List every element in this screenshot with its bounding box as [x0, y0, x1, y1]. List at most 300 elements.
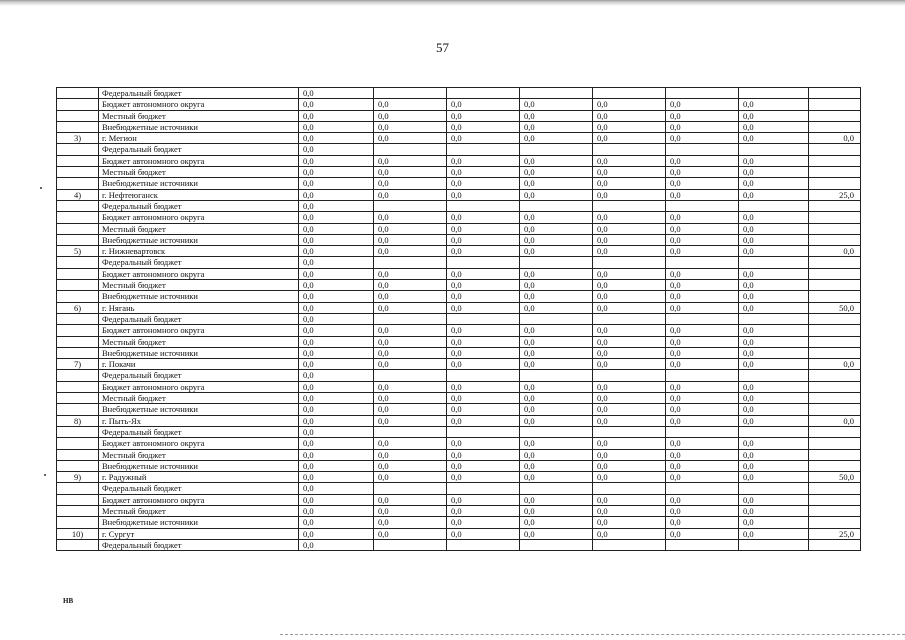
value-cell [809, 212, 861, 223]
value-cell: 0,0 [593, 268, 666, 279]
table-row-municipality [57, 472, 861, 483]
value-cell: 0,0 [520, 494, 593, 505]
table-row-source [57, 483, 861, 494]
value-cell [593, 426, 666, 437]
row-index-cell: 7) [57, 359, 99, 370]
value-cell: 0,0 [666, 460, 739, 471]
value-cell: 0,0 [739, 155, 809, 166]
value-cell: 0,0 [739, 528, 809, 539]
value-cell: 0,0 [520, 280, 593, 291]
row-index-cell [57, 110, 99, 121]
value-cell: 0,0 [447, 381, 520, 392]
value-cell: 0,0 [666, 336, 739, 347]
value-cell: 0,0 [739, 381, 809, 392]
value-cell: 0,0 [374, 472, 447, 483]
value-cell: 0,0 [666, 246, 739, 257]
value-cell: 0,0 [739, 189, 809, 200]
value-cell: 0,0 [374, 505, 447, 516]
row-label-cell: Федеральный бюджет [99, 370, 299, 381]
value-cell: 0,0 [520, 110, 593, 121]
value-cell: 0,0 [666, 517, 739, 528]
table-row-source [57, 336, 861, 347]
value-cell: 0,0 [374, 155, 447, 166]
row-label-cell: Федеральный бюджет [99, 313, 299, 324]
table-row-source [57, 325, 861, 336]
value-cell [809, 110, 861, 121]
table-row-source [57, 178, 861, 189]
row-label-cell: Бюджет автономного округа [99, 268, 299, 279]
value-cell: 0,0 [520, 268, 593, 279]
value-cell [374, 313, 447, 324]
row-label-cell: Местный бюджет [99, 336, 299, 347]
value-cell [809, 381, 861, 392]
row-index-cell [57, 280, 99, 291]
value-cell: 0,0 [520, 325, 593, 336]
value-cell: 0,0 [299, 88, 374, 99]
value-cell: 0,0 [520, 167, 593, 178]
value-cell: 0,0 [593, 505, 666, 516]
value-cell [666, 370, 739, 381]
value-cell: 0,0 [299, 449, 374, 460]
value-cell [447, 144, 520, 155]
table-row-source [57, 155, 861, 166]
row-index-cell: 6) [57, 302, 99, 313]
row-index-cell: 8) [57, 415, 99, 426]
value-cell: 0,0 [374, 438, 447, 449]
value-cell: 0,0 [374, 528, 447, 539]
value-cell [593, 313, 666, 324]
value-cell: 0,0 [520, 404, 593, 415]
row-label-cell: Федеральный бюджет [99, 483, 299, 494]
value-cell: 0,0 [374, 121, 447, 132]
value-cell: 0,0 [299, 313, 374, 324]
row-index-cell [57, 426, 99, 437]
row-label-cell: г. Нефтеюганск [99, 189, 299, 200]
value-cell: 0,0 [374, 133, 447, 144]
value-cell: 0,0 [374, 167, 447, 178]
value-cell: 0,0 [739, 325, 809, 336]
value-cell [809, 121, 861, 132]
table-row-source [57, 494, 861, 505]
row-label-cell: г. Сургут [99, 528, 299, 539]
value-cell: 0,0 [299, 155, 374, 166]
value-cell: 0,0 [299, 133, 374, 144]
value-cell: 0,0 [447, 167, 520, 178]
row-label-cell: Бюджет автономного округа [99, 438, 299, 449]
row-label-cell: Местный бюджет [99, 449, 299, 460]
value-cell [447, 88, 520, 99]
row-label-cell: Федеральный бюджет [99, 144, 299, 155]
value-cell: 0,0 [593, 246, 666, 257]
value-cell [666, 426, 739, 437]
table-row-municipality [57, 189, 861, 200]
value-cell: 0,0 [593, 393, 666, 404]
value-cell: 0,0 [593, 449, 666, 460]
value-cell: 0,0 [447, 302, 520, 313]
value-cell: 0,0 [666, 505, 739, 516]
row-index-cell [57, 212, 99, 223]
value-cell: 0,0 [520, 246, 593, 257]
value-cell: 0,0 [447, 234, 520, 245]
value-cell: 0,0 [739, 178, 809, 189]
value-cell: 0,0 [666, 110, 739, 121]
row-label-cell: г. Нижневартовск [99, 246, 299, 257]
value-cell: 0,0 [299, 212, 374, 223]
value-cell: 0,0 [374, 223, 447, 234]
value-cell: 0,0 [299, 167, 374, 178]
value-cell [809, 505, 861, 516]
row-label-cell: Внебюджетные источники [99, 121, 299, 132]
value-cell [593, 200, 666, 211]
table-row-source [57, 110, 861, 121]
value-cell: 0,0 [739, 505, 809, 516]
value-cell: 0,0 [447, 460, 520, 471]
value-cell: 0,0 [299, 325, 374, 336]
row-label-cell: Федеральный бюджет [99, 539, 299, 550]
row-label-cell: Бюджет автономного округа [99, 155, 299, 166]
value-cell: 0,0 [374, 178, 447, 189]
row-label-cell: Внебюджетные источники [99, 291, 299, 302]
value-cell: 0,0 [739, 449, 809, 460]
row-index-cell [57, 200, 99, 211]
row-index-cell [57, 449, 99, 460]
value-cell: 0,0 [447, 212, 520, 223]
row-index-cell [57, 517, 99, 528]
value-cell: 0,0 [520, 99, 593, 110]
value-cell: 0,0 [666, 155, 739, 166]
table-row-source [57, 99, 861, 110]
value-cell: 0,0 [520, 415, 593, 426]
scan-top-edge [0, 0, 905, 6]
table-row-source [57, 370, 861, 381]
row-index-cell [57, 121, 99, 132]
value-cell: 0,0 [593, 438, 666, 449]
value-cell: 0,0 [299, 393, 374, 404]
row-index-cell [57, 291, 99, 302]
value-cell [809, 438, 861, 449]
value-cell: 0,0 [299, 336, 374, 347]
value-cell: 0,0 [739, 302, 809, 313]
value-cell [520, 200, 593, 211]
value-cell [739, 88, 809, 99]
value-cell: 0,0 [447, 528, 520, 539]
row-index-cell [57, 483, 99, 494]
value-cell: 0,0 [374, 189, 447, 200]
value-cell [809, 280, 861, 291]
value-cell: 0,0 [739, 121, 809, 132]
value-cell: 0,0 [593, 280, 666, 291]
value-cell: 0,0 [299, 144, 374, 155]
value-cell: 0,0 [593, 167, 666, 178]
row-label-cell: Внебюджетные источники [99, 517, 299, 528]
value-cell: 0,0 [593, 460, 666, 471]
value-cell: 0,0 [520, 223, 593, 234]
row-index-cell [57, 99, 99, 110]
value-cell [809, 393, 861, 404]
value-cell [374, 257, 447, 268]
table-row-source [57, 212, 861, 223]
value-cell: 0,0 [739, 99, 809, 110]
value-cell [809, 347, 861, 358]
value-cell: 0,0 [374, 494, 447, 505]
table-row-municipality [57, 302, 861, 313]
table-row-source [57, 517, 861, 528]
value-cell: 0,0 [666, 99, 739, 110]
value-cell [520, 144, 593, 155]
value-cell: 0,0 [374, 517, 447, 528]
value-cell [447, 426, 520, 437]
value-cell: 0,0 [299, 257, 374, 268]
row-index-cell [57, 460, 99, 471]
value-cell: 0,0 [374, 246, 447, 257]
value-cell: 0,0 [666, 178, 739, 189]
value-cell: 0,0 [299, 404, 374, 415]
value-cell: 0,0 [299, 268, 374, 279]
value-cell: 0,0 [593, 99, 666, 110]
value-cell [809, 336, 861, 347]
value-cell: 0,0 [520, 234, 593, 245]
value-cell: 0,0 [666, 449, 739, 460]
value-cell: 0,0 [374, 302, 447, 313]
value-cell: 0,0 [520, 291, 593, 302]
value-cell [809, 494, 861, 505]
value-cell: 0,0 [593, 517, 666, 528]
row-index-cell [57, 336, 99, 347]
value-cell: 0,0 [593, 325, 666, 336]
table-row-source [57, 200, 861, 211]
value-cell: 0,0 [447, 415, 520, 426]
table-row-source [57, 257, 861, 268]
value-cell: 0,0 [593, 223, 666, 234]
value-cell [593, 483, 666, 494]
value-cell: 0,0 [666, 325, 739, 336]
value-cell: 0,0 [666, 212, 739, 223]
value-cell: 0,0 [374, 110, 447, 121]
table-row-municipality [57, 528, 861, 539]
value-cell: 0,0 [666, 121, 739, 132]
value-cell: 0,0 [299, 189, 374, 200]
value-cell: 0,0 [447, 494, 520, 505]
value-cell: 0,0 [593, 472, 666, 483]
value-cell: 0,0 [593, 381, 666, 392]
row-index-cell [57, 370, 99, 381]
value-cell: 0,0 [299, 246, 374, 257]
value-cell: 0,0 [520, 178, 593, 189]
value-cell: 0,0 [520, 189, 593, 200]
value-cell: 0,0 [593, 302, 666, 313]
value-cell: 0,0 [666, 438, 739, 449]
row-label-cell: Местный бюджет [99, 223, 299, 234]
value-cell: 0,0 [299, 494, 374, 505]
value-cell: 0,0 [447, 505, 520, 516]
table-row-source [57, 393, 861, 404]
row-label-cell: Бюджет автономного округа [99, 99, 299, 110]
value-cell: 0,0 [299, 381, 374, 392]
value-cell: 0,0 [447, 517, 520, 528]
value-cell [520, 426, 593, 437]
value-cell: 0,0 [809, 359, 861, 370]
value-cell: 0,0 [739, 291, 809, 302]
row-index-cell: 3) [57, 133, 99, 144]
value-cell: 0,0 [739, 212, 809, 223]
value-cell: 0,0 [520, 517, 593, 528]
value-cell [666, 88, 739, 99]
value-cell: 0,0 [593, 155, 666, 166]
value-cell [374, 88, 447, 99]
value-cell [739, 144, 809, 155]
value-cell: 0,0 [447, 223, 520, 234]
table-row-source [57, 88, 861, 99]
value-cell: 0,0 [520, 155, 593, 166]
value-cell: 0,0 [739, 336, 809, 347]
row-index-cell: 9) [57, 472, 99, 483]
row-index-cell: 5) [57, 246, 99, 257]
value-cell: 0,0 [739, 404, 809, 415]
value-cell: 0,0 [809, 415, 861, 426]
value-cell: 0,0 [447, 404, 520, 415]
row-label-cell: Внебюджетные источники [99, 460, 299, 471]
table-row-source [57, 381, 861, 392]
row-index-cell: 4) [57, 189, 99, 200]
value-cell: 0,0 [447, 325, 520, 336]
value-cell [666, 200, 739, 211]
table-row-source [57, 223, 861, 234]
value-cell: 0,0 [593, 110, 666, 121]
value-cell: 0,0 [374, 381, 447, 392]
value-cell [666, 483, 739, 494]
value-cell: 0,0 [299, 280, 374, 291]
row-label-cell: Федеральный бюджет [99, 257, 299, 268]
value-cell [809, 268, 861, 279]
value-cell [739, 426, 809, 437]
value-cell: 0,0 [447, 155, 520, 166]
value-cell: 0,0 [666, 528, 739, 539]
value-cell: 0,0 [666, 268, 739, 279]
value-cell: 0,0 [520, 449, 593, 460]
value-cell [739, 257, 809, 268]
value-cell: 0,0 [374, 404, 447, 415]
value-cell [809, 426, 861, 437]
row-index-cell [57, 178, 99, 189]
value-cell: 0,0 [520, 302, 593, 313]
value-cell [447, 483, 520, 494]
value-cell: 0,0 [447, 268, 520, 279]
budget-table-body [57, 88, 861, 551]
value-cell: 0,0 [299, 178, 374, 189]
value-cell: 0,0 [739, 280, 809, 291]
value-cell: 0,0 [520, 359, 593, 370]
value-cell [739, 200, 809, 211]
value-cell: 0,0 [299, 438, 374, 449]
value-cell [374, 539, 447, 550]
scan-speck [44, 474, 46, 476]
budget-table [56, 87, 861, 551]
value-cell [809, 178, 861, 189]
value-cell: 0,0 [666, 381, 739, 392]
row-index-cell [57, 539, 99, 550]
value-cell: 0,0 [520, 121, 593, 132]
value-cell [809, 223, 861, 234]
row-index-cell [57, 505, 99, 516]
value-cell: 0,0 [299, 528, 374, 539]
value-cell: 0,0 [374, 99, 447, 110]
row-label-cell: г. Пыть-Ях [99, 415, 299, 426]
value-cell: 0,0 [447, 178, 520, 189]
table-row-source [57, 505, 861, 516]
row-label-cell: Бюджет автономного округа [99, 212, 299, 223]
table-row-source [57, 291, 861, 302]
value-cell: 0,0 [593, 494, 666, 505]
value-cell [666, 144, 739, 155]
value-cell: 0,0 [374, 291, 447, 302]
value-cell [520, 88, 593, 99]
value-cell: 0,0 [374, 393, 447, 404]
row-label-cell: Местный бюджет [99, 110, 299, 121]
value-cell: 0,0 [374, 325, 447, 336]
table-row-source [57, 460, 861, 471]
value-cell [809, 291, 861, 302]
value-cell: 0,0 [299, 99, 374, 110]
value-cell: 0,0 [520, 133, 593, 144]
row-index-cell [57, 257, 99, 268]
value-cell [447, 313, 520, 324]
value-cell: 0,0 [593, 178, 666, 189]
value-cell: 50,0 [809, 302, 861, 313]
row-index-cell [57, 167, 99, 178]
row-label-cell: г. Покачи [99, 359, 299, 370]
row-index-cell [57, 313, 99, 324]
value-cell: 0,0 [447, 110, 520, 121]
value-cell: 0,0 [299, 359, 374, 370]
row-index-cell [57, 325, 99, 336]
value-cell: 0,0 [739, 494, 809, 505]
row-index-cell [57, 494, 99, 505]
value-cell: 0,0 [447, 133, 520, 144]
value-cell [809, 404, 861, 415]
row-label-cell: Бюджет автономного округа [99, 325, 299, 336]
value-cell: 0,0 [374, 460, 447, 471]
value-cell [809, 99, 861, 110]
value-cell: 0,0 [447, 246, 520, 257]
value-cell: 0,0 [593, 212, 666, 223]
value-cell [520, 370, 593, 381]
value-cell [809, 370, 861, 381]
value-cell [809, 449, 861, 460]
value-cell [520, 257, 593, 268]
value-cell: 0,0 [593, 359, 666, 370]
table-row-source [57, 426, 861, 437]
value-cell: 0,0 [666, 359, 739, 370]
value-cell: 0,0 [447, 472, 520, 483]
table-row-municipality [57, 359, 861, 370]
row-label-cell: г. Мегион [99, 133, 299, 144]
table-row-source [57, 280, 861, 291]
row-index-cell [57, 347, 99, 358]
value-cell: 0,0 [447, 121, 520, 132]
value-cell: 0,0 [593, 121, 666, 132]
row-label-cell: Внебюджетные источники [99, 404, 299, 415]
value-cell [374, 370, 447, 381]
value-cell [666, 313, 739, 324]
value-cell: 0,0 [299, 110, 374, 121]
value-cell: 0,0 [739, 246, 809, 257]
value-cell [447, 200, 520, 211]
value-cell: 0,0 [593, 404, 666, 415]
value-cell: 0,0 [666, 347, 739, 358]
row-label-cell: Бюджет автономного округа [99, 381, 299, 392]
row-label-cell: Местный бюджет [99, 280, 299, 291]
value-cell [739, 313, 809, 324]
